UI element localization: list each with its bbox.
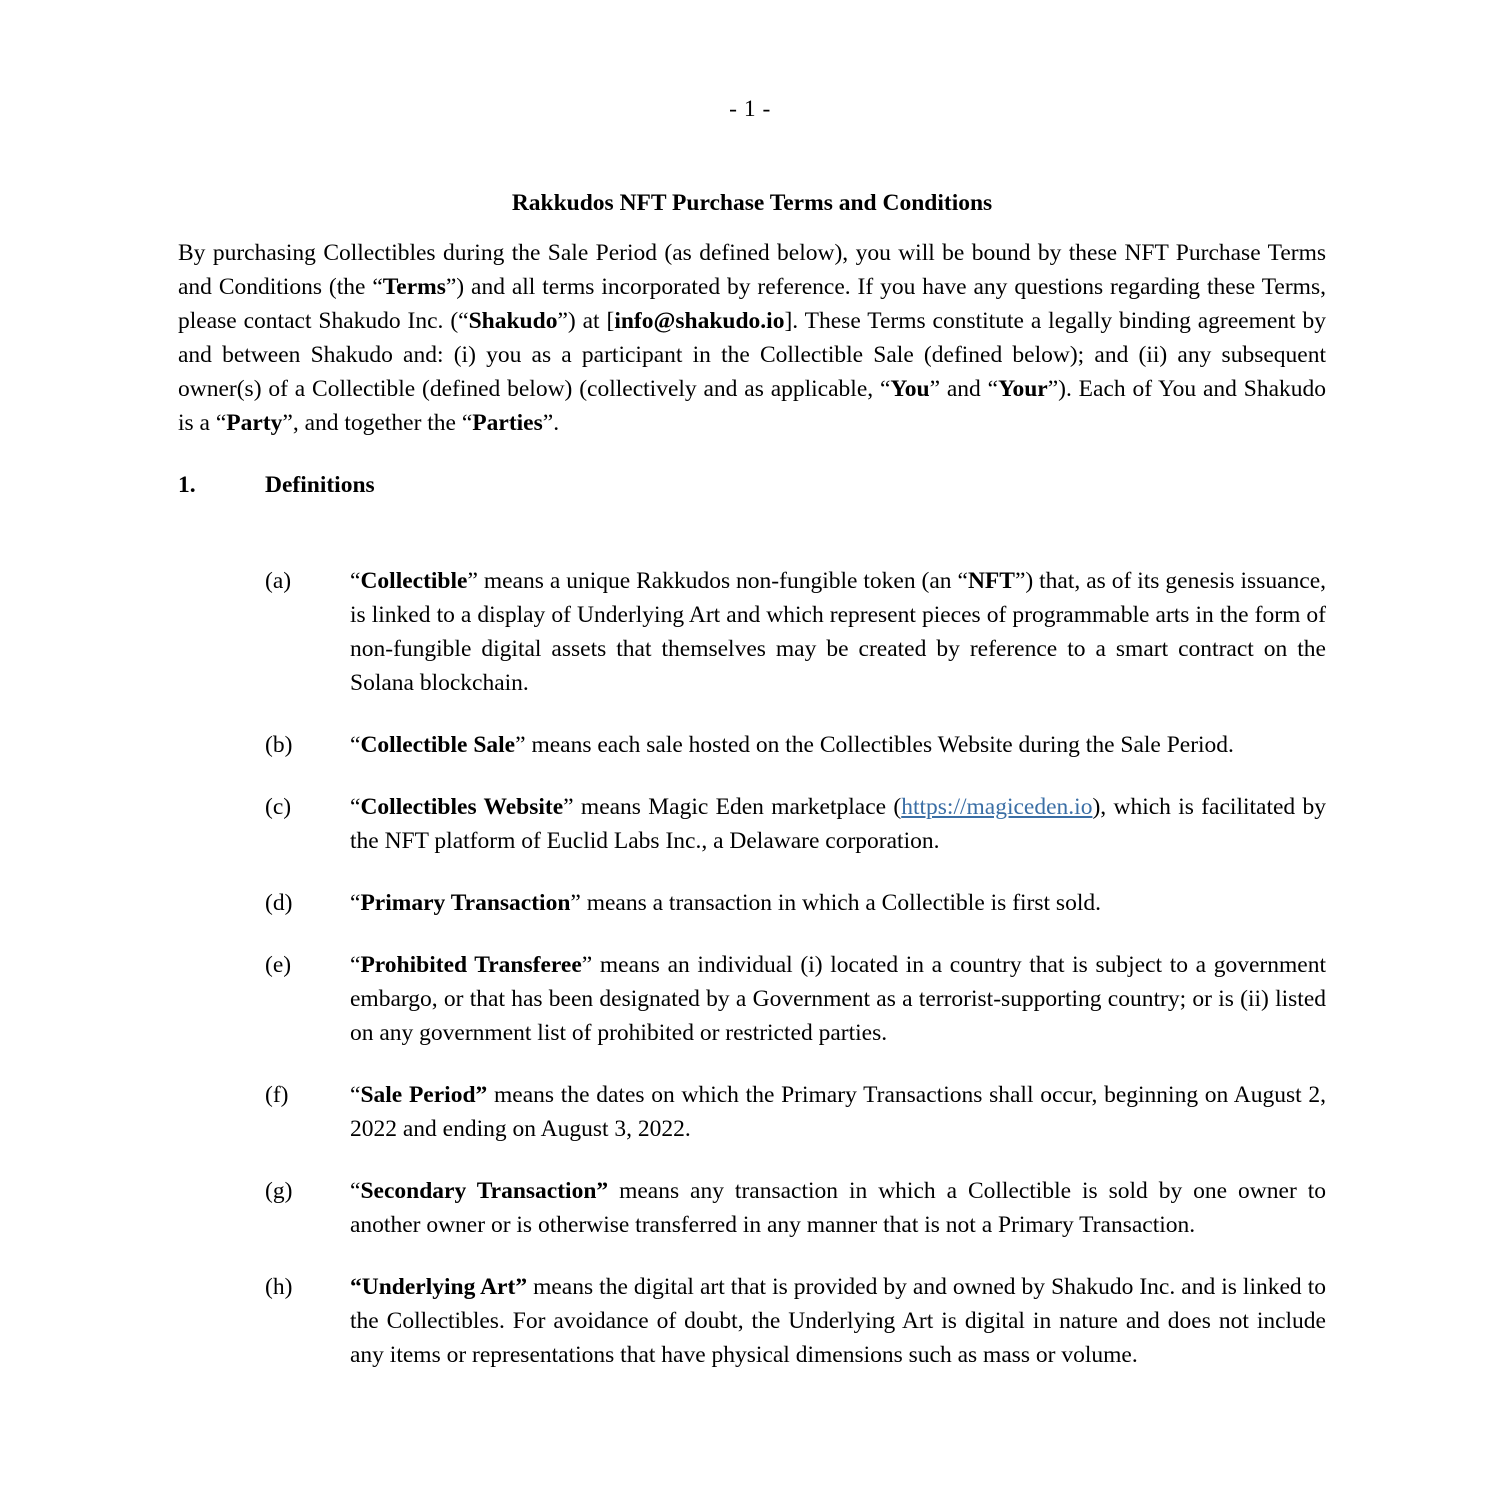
defined-term: Collectible — [360, 568, 468, 594]
intro-text-4: ]. These Terms constitute a legally binding agreement by and between Shakudo and: (i) you as a participant in the Collectible Sale (defined below); and (ii) any subsequent owner(s) of a Collectible (defined below) (collectively and as applicable, “ — [178, 308, 1327, 402]
defined-term: Collectibles Website — [360, 794, 564, 820]
item-text-a: means the dates on which the Primary Transactions shall occur, beginning on August 2, 2022 and ending on August 3, 2022. — [350, 1082, 1327, 1142]
list-item — [178, 886, 1326, 920]
item-marker: (b) — [265, 732, 293, 758]
open-quote: “ — [350, 794, 361, 820]
intro-text-7: ”, and together the “ — [282, 410, 473, 436]
item-text-a: means the digital art that is provided by and owned by Shakudo Inc. and is linked to the Collectibles. For avoidance of doubt, the Underlying Art is digital in nature and does not include any items or representations that have physical dimensions such as mass or volume. — [350, 1274, 1326, 1368]
intro-text-3: ”) at [ — [557, 308, 615, 334]
close-quote: ” — [515, 732, 526, 758]
page-number: - 1 - — [729, 96, 771, 122]
section-title: Definitions — [265, 472, 375, 498]
defined-term: Primary Transaction — [360, 890, 571, 916]
item-marker: (f) — [265, 1082, 289, 1108]
item-body — [350, 1270, 1326, 1372]
magiceden-link[interactable]: https://magiceden.io — [901, 794, 1093, 820]
item-body — [350, 948, 1326, 1050]
close-quote: ” — [563, 794, 574, 820]
item-body — [350, 564, 1326, 700]
close-quote: ” — [570, 890, 581, 916]
item-text-a: means Magic Eden marketplace ( — [573, 794, 902, 820]
item-marker: (e) — [265, 952, 292, 978]
defined-term: Collectible Sale — [360, 732, 516, 758]
open-quote: “ — [350, 568, 361, 594]
term-your: Your — [998, 376, 1048, 402]
item-body — [350, 1078, 1326, 1146]
list-item — [178, 948, 1326, 1050]
item-body — [350, 886, 1326, 920]
item-marker: (c) — [265, 794, 292, 820]
item-body — [350, 790, 1326, 858]
intro-text-8: ”. — [542, 410, 560, 436]
intro-text-2: ”) and all terms incorporated by reference. If you have any questions regarding these Terms, please contact Shakudo Inc. (“ — [178, 274, 1326, 334]
open-quote: “ — [350, 890, 361, 916]
intro-text-1: By purchasing Collectibles during the Sale Period (as defined below), you will be bound by these NFT Purchase Terms and Conditions (the “ — [178, 240, 1326, 300]
open-quote: “ — [350, 1274, 362, 1300]
open-quote: “ — [350, 1178, 361, 1204]
item-body — [350, 1174, 1326, 1242]
close-quote: ” — [581, 952, 593, 978]
list-item — [178, 728, 1326, 762]
defined-term-nft: NFT — [967, 568, 1015, 594]
item-text-a: means a unique Rakkudos non-fungible token (an “ — [477, 568, 968, 594]
page-title: Rakkudos NFT Purchase Terms and Conditions — [511, 190, 993, 216]
close-quote: ” — [475, 1082, 488, 1108]
list-item — [178, 564, 1326, 700]
list-item — [178, 1174, 1326, 1242]
section-spacer — [178, 502, 1326, 536]
item-text-b: ), which is facilitated by the NFT platform of Euclid Labs Inc., a Delaware corporation. — [350, 794, 1327, 854]
close-quote: ” — [515, 1274, 528, 1300]
contact-email: info@shakudo.io — [614, 308, 785, 334]
intro-text-5: ” and “ — [929, 376, 999, 402]
term-you: You — [890, 376, 930, 402]
intro-text-6: ”). Each of You and Shakudo is a “ — [178, 376, 1326, 436]
item-marker: (a) — [265, 568, 292, 594]
item-text-a: means each sale hosted on the Collectibles Website during the Sale Period. — [525, 732, 1234, 758]
item-marker: (d) — [265, 890, 293, 916]
list-item — [178, 790, 1326, 858]
term-parties: Parties — [472, 410, 543, 436]
term-terms: Terms — [382, 274, 446, 300]
defined-term: Prohibited Transferee — [360, 952, 582, 978]
open-quote: “ — [350, 732, 361, 758]
item-text-a: means any transaction in which a Collectible is sold by one owner to another owner or is otherwise transferred in any manner that is not a Primary Transaction. — [350, 1178, 1326, 1238]
defined-term: Underlying Art — [361, 1274, 516, 1300]
list-item — [178, 1270, 1326, 1372]
item-marker: (h) — [265, 1274, 293, 1300]
item-text-a: means an individual (i) located in a country that is subject to a government embargo, or that has been designated by a Government as a terrorist-supporting country; or is (ii) listed on any government list of prohibited or restricted parties. — [350, 952, 1326, 1046]
item-text-a: means a transaction in which a Collectible is first sold. — [580, 890, 1101, 916]
list-item — [178, 1078, 1326, 1146]
item-body — [350, 728, 1326, 762]
open-quote: “ — [350, 1082, 361, 1108]
document-content — [178, 186, 1326, 1372]
term-shakudo: Shakudo — [468, 308, 558, 334]
item-text-b: ”) that, as of its genesis issuance, is linked to a display of Underlying Art and which represent pieces of programmable arts in the form of non-fungible digital assets that themselves may be created by reference to a smart contract on the Solana blockchain. — [350, 568, 1326, 696]
item-marker: (g) — [265, 1178, 293, 1204]
close-quote: ” — [596, 1178, 609, 1204]
defined-term: Secondary Transaction — [360, 1178, 597, 1204]
section-heading-definitions — [178, 468, 1326, 502]
close-quote: ” — [467, 568, 478, 594]
defined-term: Sale Period — [360, 1082, 476, 1108]
intro-paragraph — [178, 236, 1326, 440]
term-party: Party — [226, 410, 283, 436]
open-quote: “ — [350, 952, 361, 978]
section-number: 1. — [178, 472, 196, 498]
